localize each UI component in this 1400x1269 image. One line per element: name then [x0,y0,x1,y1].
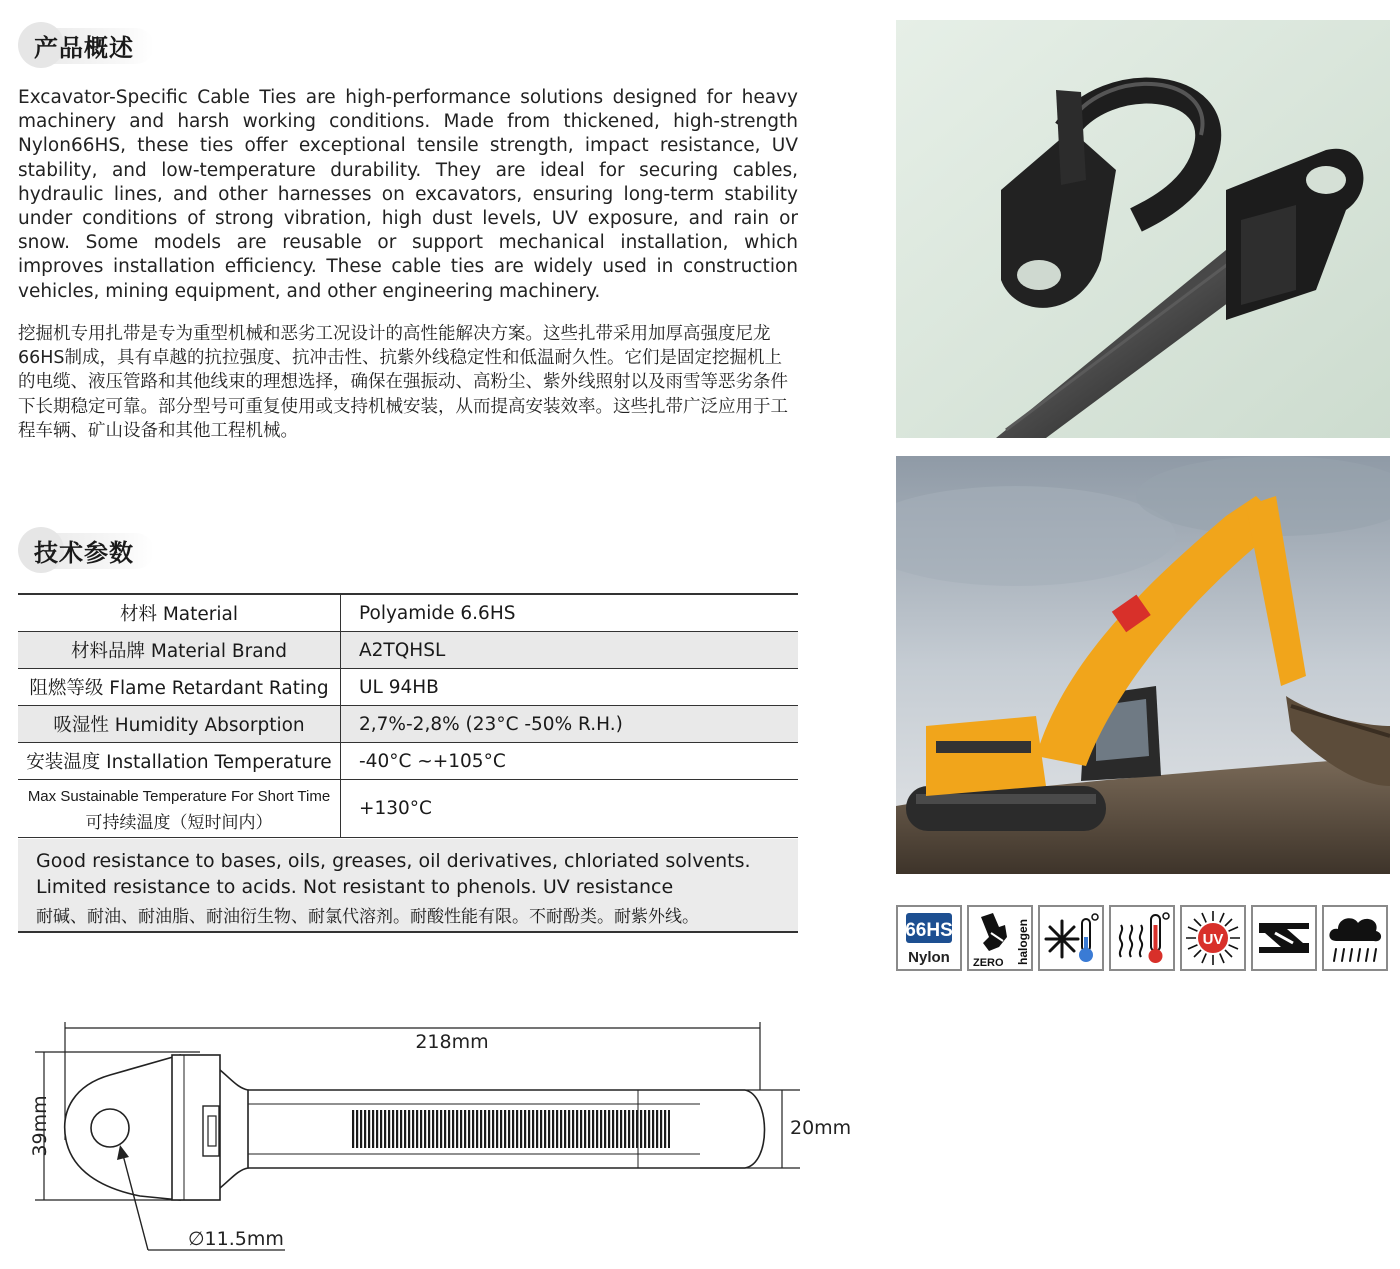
hole-diameter-label: ∅11.5mm [188,1228,284,1250]
spec-value: A2TQHSL [341,632,799,669]
spec-value: UL 94HB [341,669,799,706]
overview-paragraph-en: Excavator-Specific Cable Ties are high-performance solutions designed for heavy machinery and harsh working conditions. Made from thickened, high-strength Nylon66HS, these ties offer exceptional tensile strength, impact resistance, UV stability, and low-temperature durability. They are ideal for securing cables, hydraulic lines, and other harnesses on excavators, ensuring long-term stability under conditions of strong vibration, high dust levels, UV exposure, and rain or snow. Some models are reusable or support mechanical installation, which improves installation efficiency. These cable ties are widely used in construction vehicles, mining equipment, and other engineering machinery. [18,87,798,302]
spec-value: +130°C [341,780,799,838]
length-label: 218mm [415,1031,489,1053]
spec-row [18,743,798,780]
spec-row [18,632,798,669]
spec-value: Polyamide 6.6HS [341,594,799,632]
overview-heading [18,22,798,68]
spec-label-en: Max Sustainable Temperature For Short Time [27,787,331,805]
spec-label: 阻燃等级 Flame Retardant Rating [18,669,341,706]
spec-table [18,593,798,838]
spec-value: 2,7%-2,8% (23°C -50% R.H.) [341,706,799,743]
spec-row [18,594,798,632]
uv-resistant-icon [1180,905,1246,971]
spec-label [18,780,341,838]
nylon-66hs-icon [896,905,962,971]
high-temperature-icon [1109,905,1175,971]
specs-title: 技术参数 [34,539,134,567]
note-en: Good resistance to bases, oils, greases, oil derivatives, chloriated solvents. Limited resistance to acids. Not resistant to phenols. UV resistance [36,850,751,898]
cable-tie-photo [896,20,1390,438]
spec-row [18,669,798,706]
spec-row [18,780,798,838]
zero-text: ZERO [973,957,1004,969]
rain-resistant-icon [1322,905,1388,971]
spec-label-zh: 可持续温度（短时间内） [85,812,273,833]
dimension-drawing [0,1010,880,1269]
overview-paragraph-zh: 挖掘机专用扎带是专为重型机械和恶劣工况设计的高性能解决方案。这些扎带采用加厚高强度尼龙66HS制成，具有卓越的抗拉强度、抗冲击性、抗紫外线稳定性和低温耐久性。它们是固定挖掘机上的电缆、液压管路和其他线束的理想选择，确保在强振动、高粉尘、紫外线照射以及雨雪等恶劣条件下长期稳定可靠。部分型号可重复使用或支持机械安装，从而提高安装效率。这些扎带广泛应用于工程车辆、矿山设备和其他工程机械。 [18,324,788,441]
height-label: 39mm [29,1095,51,1157]
uv-text: UV [1202,931,1224,948]
excavator-photo [896,456,1390,874]
low-temperature-icon [1038,905,1104,971]
spec-label: 材料 Material [18,594,341,632]
spec-label: 材料品牌 Material Brand [18,632,341,669]
spec-label: 安装温度 Installation Temperature [18,743,341,780]
overview-title: 产品概述 [34,34,134,62]
zero-halogen-icon [967,905,1033,971]
spec-row [18,706,798,743]
chemical-resistance-note [18,839,798,933]
spec-value: -40°C ~+105°C [341,743,799,780]
high-voltage-icon [1251,905,1317,971]
width-label: 20mm [790,1117,852,1139]
note-zh: 耐碱、耐油、耐油脂、耐油衍生物、耐氯代溶剂。耐酸性能有限。不耐酚类。耐紫外线。 [36,907,699,927]
halogen-text: halogen [1016,918,1030,965]
specs-heading [18,527,798,573]
nylon-icon-bottom-text: Nylon [908,949,950,966]
spec-label: 吸湿性 Humidity Absorption [18,706,341,743]
nylon-icon-top-text: 66HS [905,920,953,941]
